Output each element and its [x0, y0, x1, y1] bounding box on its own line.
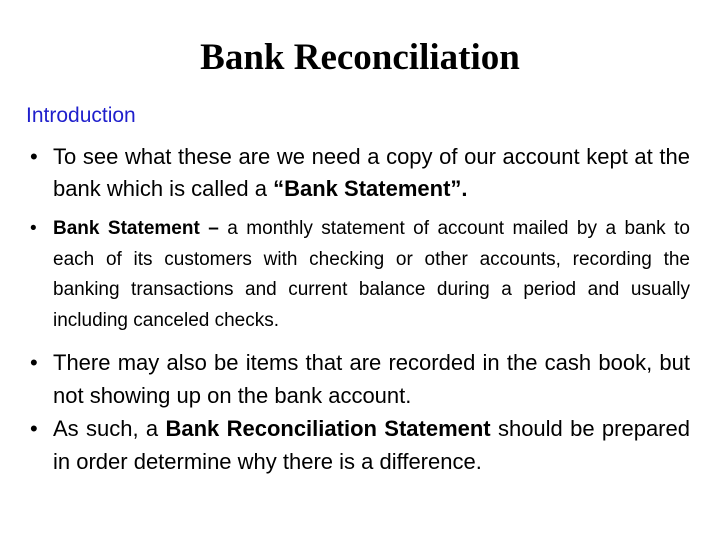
- bullet-text: To see what these are we need a copy of our account kept at the bank which is called a: [53, 144, 690, 201]
- bullet-bold-text: Bank Reconciliation Statement: [165, 416, 491, 441]
- section-heading: Introduction: [26, 104, 136, 127]
- bullet-text: As such, a: [53, 416, 166, 441]
- bullet-list: [26, 141, 690, 478]
- bullet-bold-text: Bank Statement –: [53, 218, 219, 239]
- bullet-item: [26, 412, 690, 478]
- bullet-text: should be prepared in order determine why there is a difference.: [53, 416, 690, 474]
- bullet-item: [26, 214, 690, 336]
- bullet-bold-text: “Bank Statement”.: [273, 176, 468, 201]
- bullet-item: [26, 346, 690, 412]
- bullet-text: a monthly statement of account mailed by a bank to each of its customers with checking or other accounts, recording the banking transactions and current balance during a period and usually including canceled checks.: [53, 218, 690, 331]
- bullet-text: There may also be items that are recorded in the cash book, but not showing up on the bank account.: [53, 350, 690, 408]
- bullet-item: [26, 141, 690, 205]
- slide-title: Bank Reconciliation: [200, 37, 520, 78]
